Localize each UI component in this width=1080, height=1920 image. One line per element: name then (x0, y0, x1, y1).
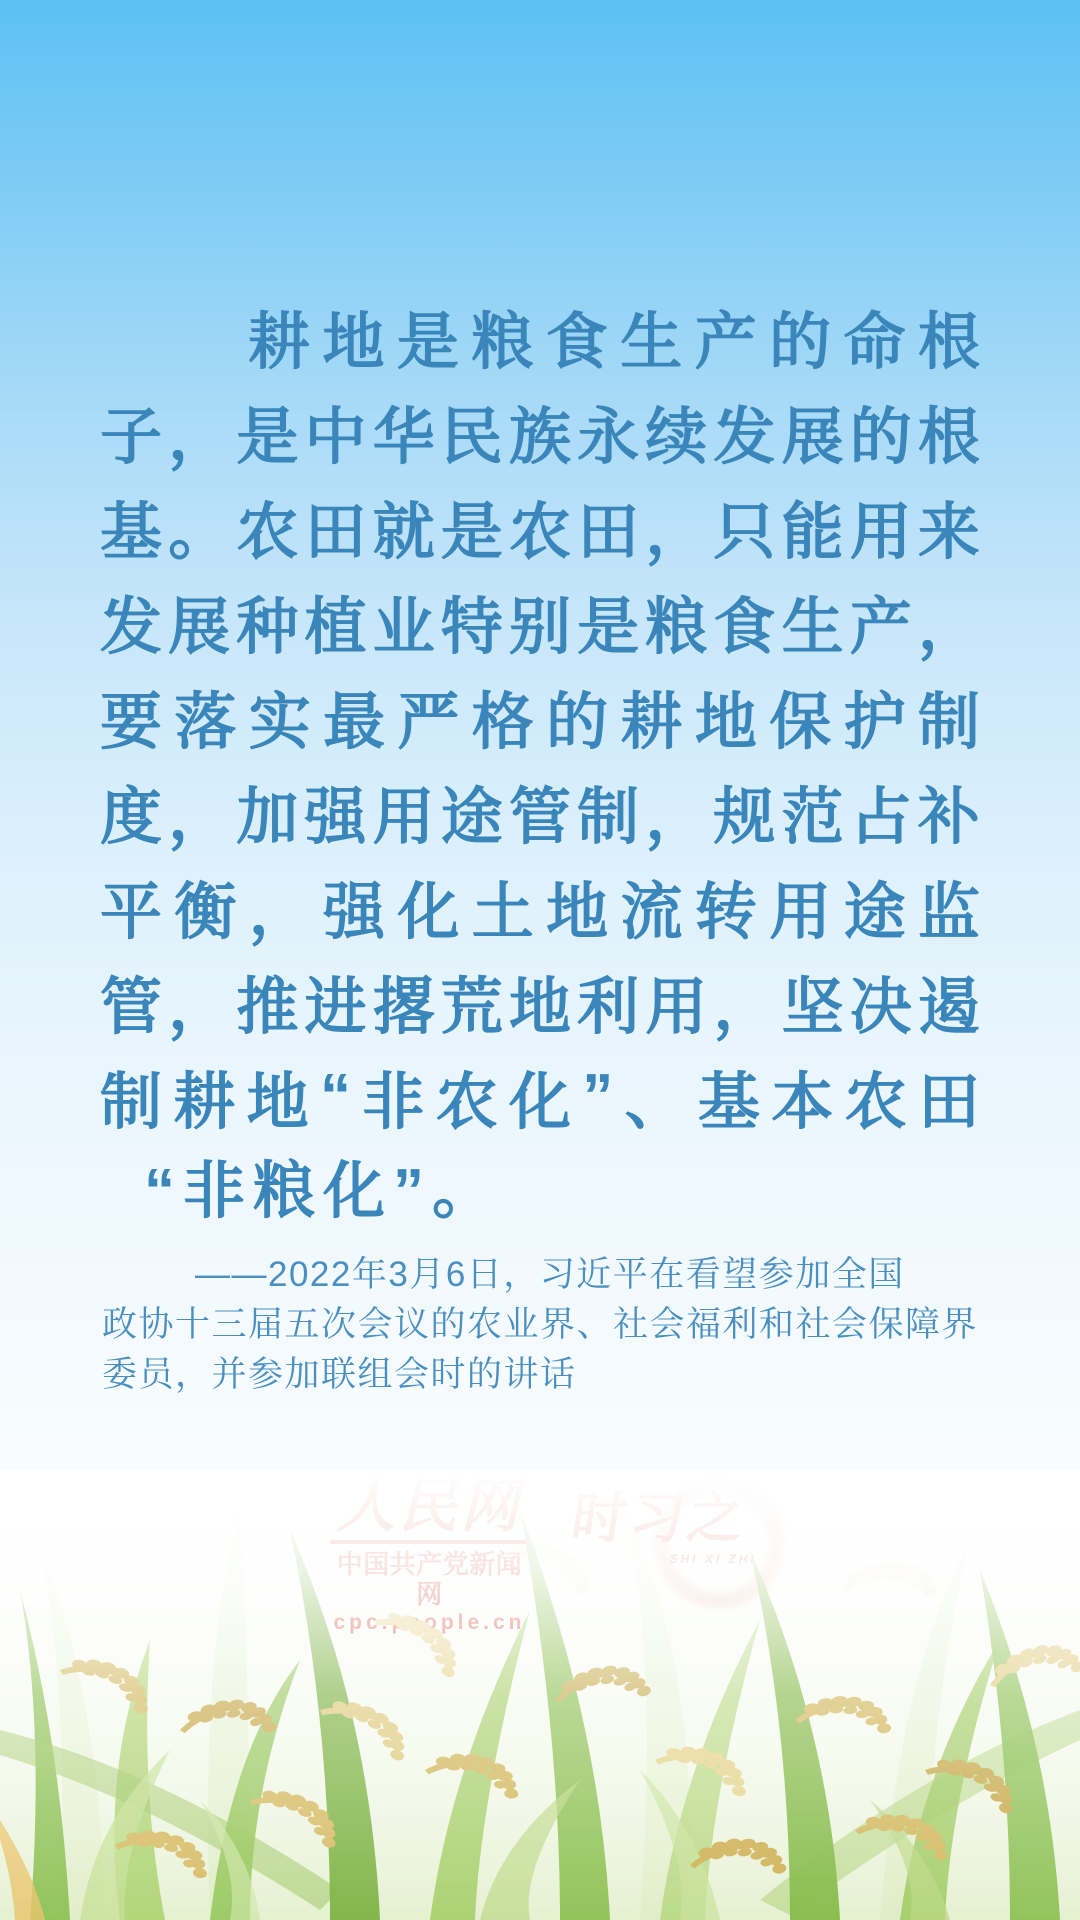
attribution-block (102, 1250, 986, 1400)
quote-line: 发 展 种 植 业 特 别 是 粮 食 生 产 ， (100, 593, 980, 662)
quote-line: 管 ， 推 进 撂 荒 地 利 用 ， 坚 决 遏 (100, 973, 980, 1042)
quote-line: 耕 地 是 粮 食 生 产 的 命 根 (248, 308, 980, 377)
quote-line: 要 落 实 最 严 格 的 耕 地 保 护 制 (100, 688, 980, 757)
attribution-line: 委员，并参加联组会时的讲话 (102, 1355, 577, 1394)
attribution-line: 政协十三届五次会议的农业界、社会福利和社会保障界 (102, 1305, 979, 1344)
white-fade-overlay (0, 1470, 1080, 1920)
quote-line: 基 。 农 田 就 是 农 田 ， 只 能 用 来 (100, 498, 980, 567)
quote-block (100, 289, 980, 1239)
rice-field-photo (0, 1470, 1080, 1920)
attribution-line: ——2022年3月6日，习近平在看望参加全国 (195, 1255, 905, 1294)
quote-line: 子 ， 是 中 华 民 族 永 续 发 展 的 根 (100, 403, 980, 472)
quote-line: “非粮化”。 (144, 1157, 503, 1226)
quote-line: 度 ， 加 强 用 途 管 制 ， 规 范 占 补 (100, 783, 980, 852)
quote-line: 平 衡 ， 强 化 土 地 流 转 用 途 监 (100, 878, 980, 947)
quote-line: 制 耕 地 “ 非 农 化 ” 、 基 本 农 田 (100, 1062, 980, 1137)
